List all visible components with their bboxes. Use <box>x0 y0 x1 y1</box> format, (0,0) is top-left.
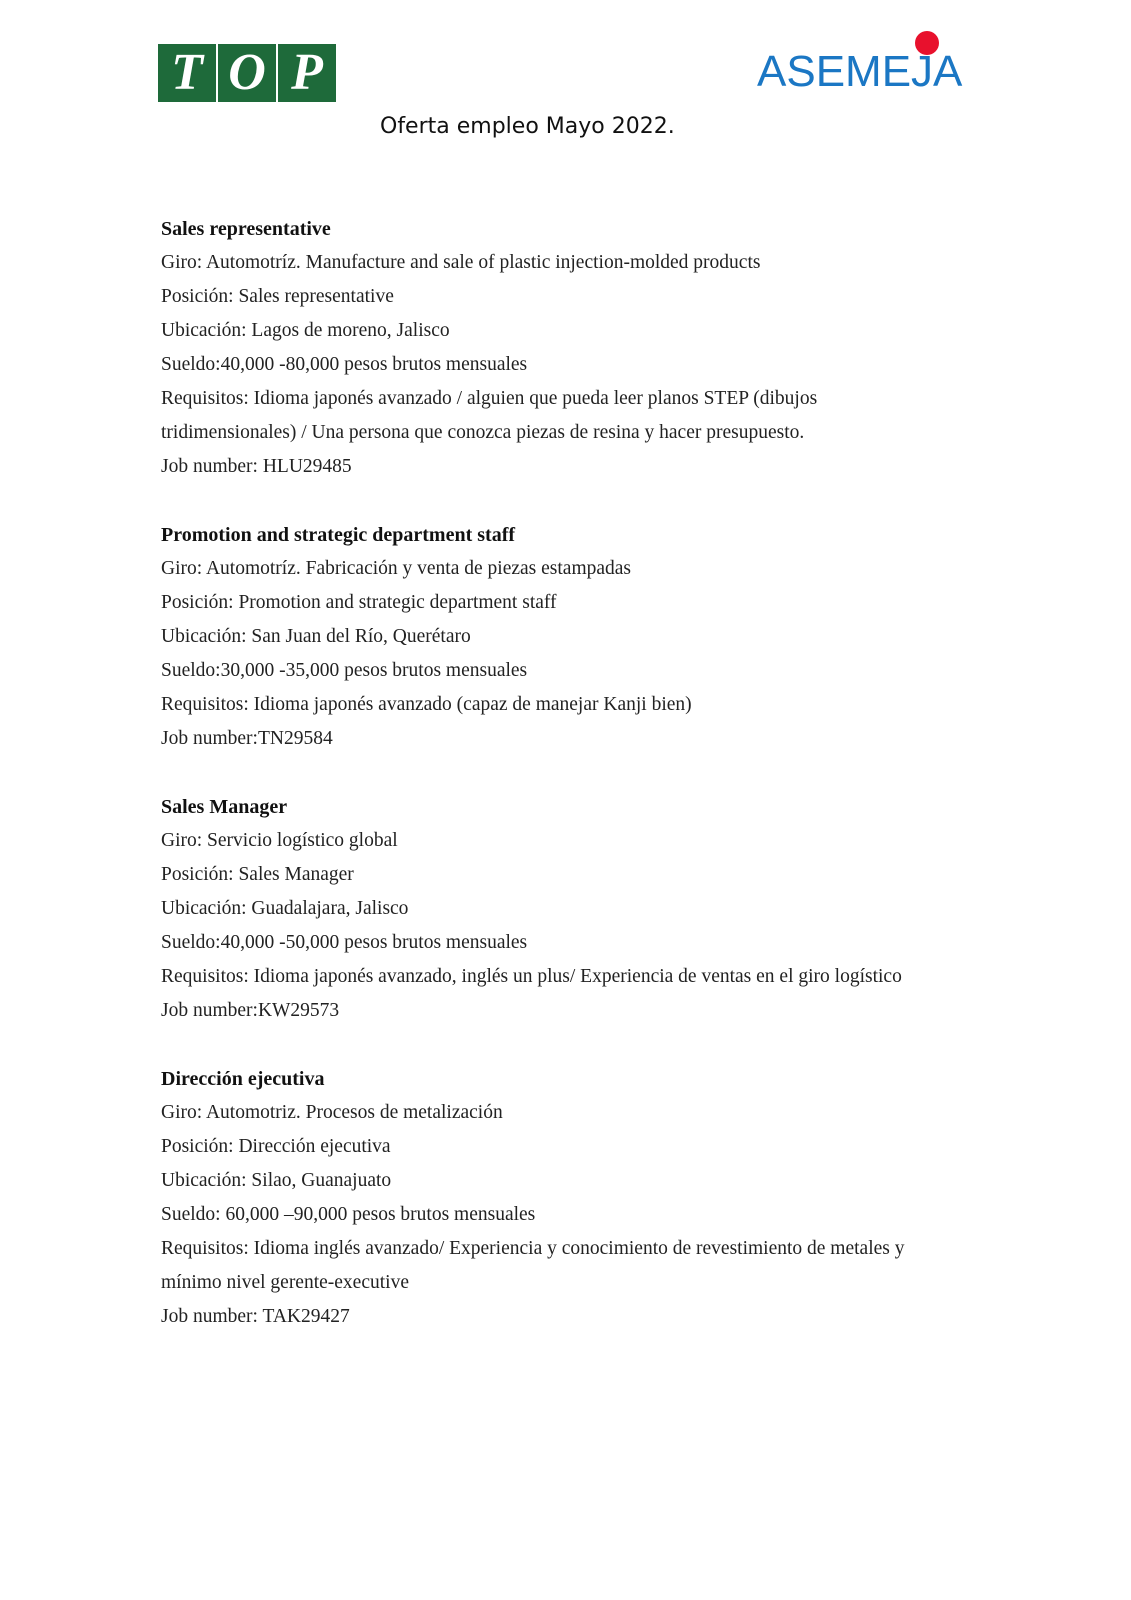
job-listing <box>161 212 921 484</box>
job-listing <box>161 1062 921 1334</box>
job-ubicacion: Ubicación: Guadalajara, Jalisco <box>161 898 409 919</box>
job-posicion: Posición: Sales representative <box>161 286 394 307</box>
job-ubicacion: Ubicación: San Juan del Río, Querétaro <box>161 626 471 647</box>
job-sueldo: Sueldo:40,000 -50,000 pesos brutos mensuales <box>161 932 528 953</box>
job-listing <box>161 518 921 756</box>
job-number: Job number:KW29573 <box>161 1000 340 1021</box>
job-giro: Giro: Servicio logístico global <box>161 830 398 851</box>
job-title: Sales representative <box>161 218 331 240</box>
job-requisitos: Requisitos: Idioma japonés avanzado (capaz de manejar Kanji bien) <box>161 694 692 715</box>
job-sueldo: Sueldo:40,000 -80,000 pesos brutos mensuales <box>161 354 528 375</box>
job-ubicacion: Ubicación: Silao, Guanajuato <box>161 1170 392 1191</box>
job-requisitos: Requisitos: Idioma inglés avanzado/ Experiencia y conocimiento de revestimiento de metales y mínimo nivel gerente-executive <box>161 1238 905 1293</box>
job-title: Dirección ejecutiva <box>161 1068 325 1090</box>
job-title: Sales Manager <box>161 796 288 818</box>
top-logo-letter-t: T <box>158 44 216 102</box>
job-giro: Giro: Automotríz. Manufacture and sale of plastic injection-molded products <box>161 252 761 273</box>
job-posicion: Posición: Promotion and strategic department staff <box>161 592 557 613</box>
top-logo-letter-o: O <box>218 44 276 102</box>
job-posicion: Posición: Dirección ejecutiva <box>161 1136 391 1157</box>
asemeja-logo-text: ASEMEJA <box>757 47 963 96</box>
job-title: Promotion and strategic department staff <box>161 524 516 546</box>
job-requisitos: Requisitos: Idioma japonés avanzado, inglés un plus/ Experiencia de ventas en el giro logístico <box>161 966 902 987</box>
job-ubicacion: Ubicación: Lagos de moreno, Jalisco <box>161 320 450 341</box>
job-giro: Giro: Automotriz. Procesos de metalización <box>161 1102 503 1123</box>
top-logo-letter-p: P <box>278 44 336 102</box>
job-number: Job number: HLU29485 <box>161 456 352 477</box>
job-requisitos: Requisitos: Idioma japonés avanzado / alguien que pueda leer planos STEP (dibujos tridimensionales) / Una persona que conozca piezas de resina y hacer presupuesto. <box>161 388 818 443</box>
job-sueldo: Sueldo:30,000 -35,000 pesos brutos mensuales <box>161 660 528 681</box>
job-number: Job number:TN29584 <box>161 728 333 749</box>
top-logo <box>158 44 338 102</box>
job-list <box>161 212 921 1368</box>
asemeja-logo <box>757 30 967 110</box>
job-posicion: Posición: Sales Manager <box>161 864 354 885</box>
job-listing <box>161 790 921 1028</box>
document-title: Oferta empleo Mayo 2022. <box>380 114 675 139</box>
job-number: Job number: TAK29427 <box>161 1306 350 1327</box>
job-sueldo: Sueldo: 60,000 –90,000 pesos brutos mensuales <box>161 1204 536 1225</box>
job-giro: Giro: Automotríz. Fabricación y venta de piezas estampadas <box>161 558 632 579</box>
